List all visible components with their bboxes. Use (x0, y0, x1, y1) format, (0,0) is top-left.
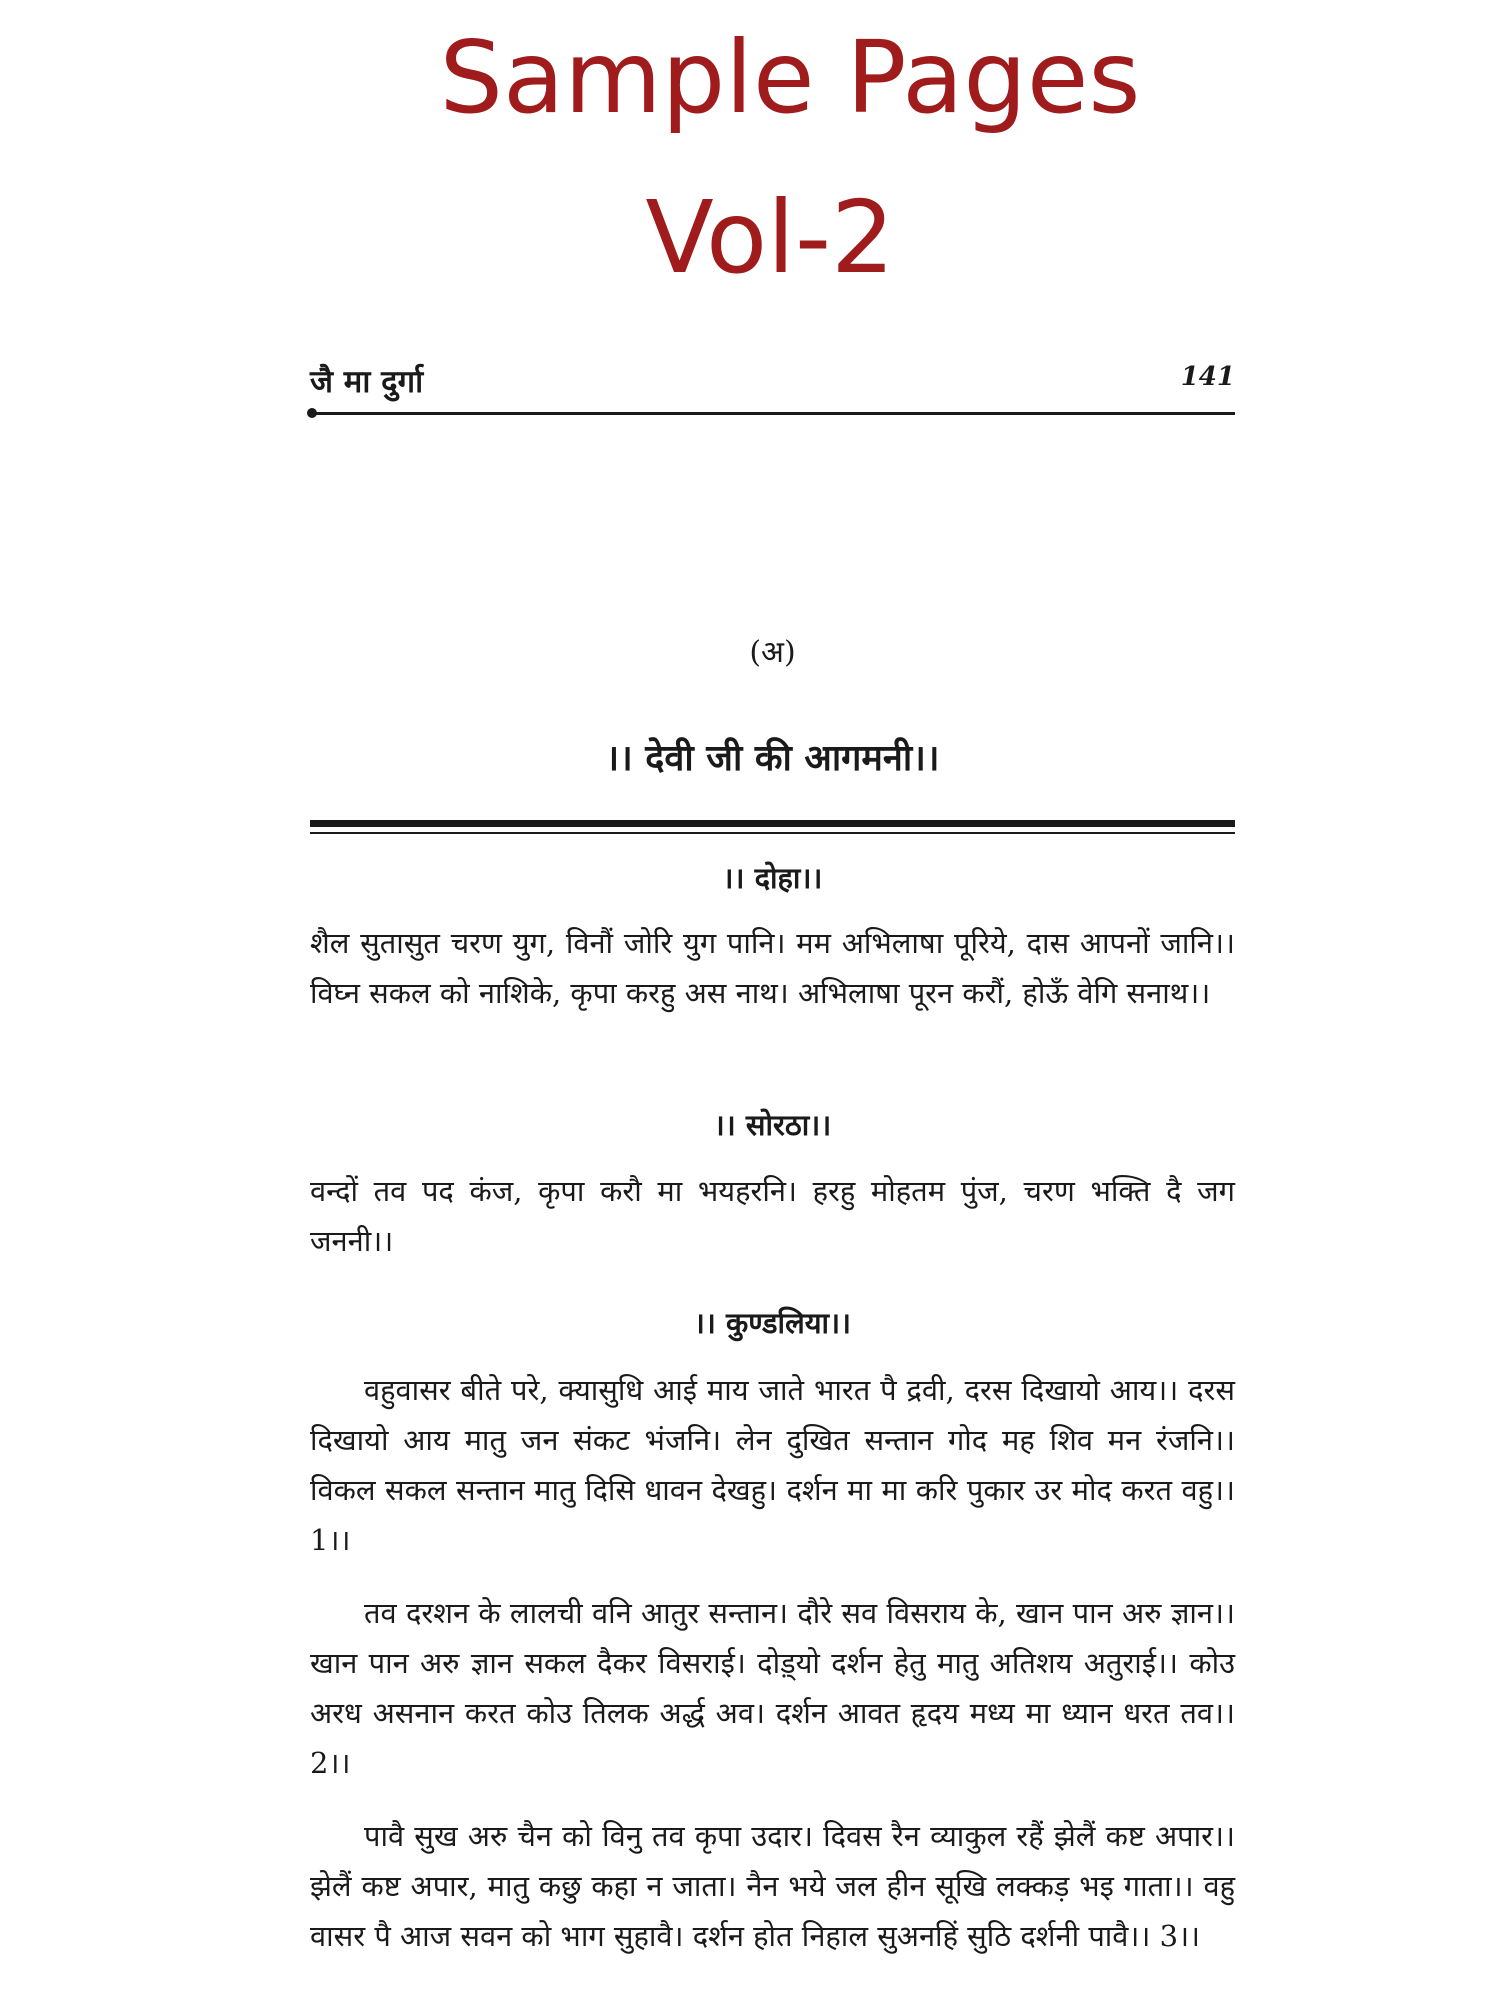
banner-volume: Vol-2 (645, 179, 895, 296)
header-rule (310, 412, 1235, 415)
title-rule-thin (310, 832, 1235, 834)
kundaliya-verse-1: वहुवासर बीते परे, क्यासुधि आई माय जाते भारत पै द्रवी, दरस दिखायो आय।। दरस दिखायो आय मातु जन संकट भंजनि। लेन दुखित सन्तान गोद मह शिव मन रंजनि।। विकल सकल सन्तान मातु दिसि धावन देखहु। दर्शन मा मा करि पुकार उर मोद करत वहु।। 1।। (310, 1373, 1235, 1557)
chapter-title: ।। देवी जी की आगमनी।। (605, 737, 940, 779)
title-rule-thick (310, 820, 1235, 827)
page-number: 141 (1180, 362, 1235, 392)
book-page (310, 360, 1235, 1953)
header-rule-dot (307, 408, 317, 418)
doha-text: शैल सुतासुत चरण युग, विनौं जोरि युग पानि। मम अभिलाषा पूरिये, दास आपनों जानि।। विघ्न सकल को नाशिके, कृपा करहु अस नाथ। अभिलाषा पूरन करौं, होऊँ वेगि सनाथ।। (310, 926, 1235, 1010)
kundaliya-verse-3: पावै सुख अरु चैन को विनु तव कृपा उदार। दिवस रैन व्याकुल रहैं झेलैं कष्ट अपार।। झेलैं कष्ट अपार, मातु कछु कहा न जाता। नैन भये जल हीन सूखि लक्कड़ भइ गाता।। वहु वासर पै आज सवन को भाग सुहावै। दर्शन होत निहाल सुअनहिं सुठि दर्शनी पावै।। 3।। (310, 1819, 1235, 1953)
section-letter: (अ) (749, 635, 796, 670)
soratha-heading: ।। सोरठा।। (713, 1108, 832, 1142)
running-title: जै मा दुर्गा (310, 364, 424, 400)
soratha-text: वन्दों तव पद कंज, कृपा करौ मा भयहरनि। हरहु मोहतम पुंज, चरण भक्ति दै जग जननी।। (310, 1174, 1235, 1258)
kundaliya-verse-2: तव दरशन के लालची वनि आतुर सन्तान। दौरे सव विसराय के, खान पान अरु ज्ञान।। खान पान अरु ज्ञान सकल दैकर विसराई। दोड़्यो दर्शन हेतु मातु अतिशय अतुराई।। कोउ अरध असनान करत कोउ तिलक अर्द्ध अव। दर्शन आवत हृदय मध्य मा ध्यान धरत तव।। 2।। (310, 1596, 1235, 1780)
banner-title: Sample Pages (439, 19, 1141, 136)
kundaliya-heading: ।। कुण्डलिया।। (693, 1306, 852, 1340)
doha-heading: ।। दोहा।। (722, 861, 823, 895)
running-header (310, 360, 1235, 410)
